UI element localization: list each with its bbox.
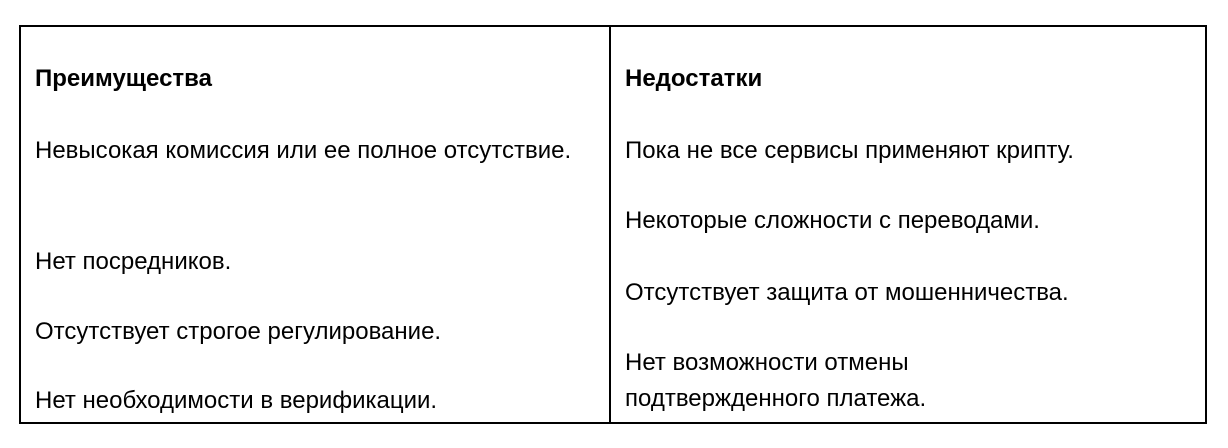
advantages-column	[21, 27, 611, 422]
advantage-item: Отсутствует строгое регулирование.	[35, 318, 442, 345]
disadvantage-item: Нет возможности отмены подтвержденного платежа.	[625, 349, 927, 412]
disadvantages-column	[611, 27, 1205, 422]
advantage-item: Невысокая комиссия или ее полное отсутствие.	[35, 137, 572, 164]
advantage-item: Нет посредников.	[35, 248, 232, 275]
disadvantages-header: Недостатки	[625, 65, 763, 92]
disadvantage-item: Отсутствует защита от мошенничества.	[625, 279, 1069, 306]
pros-cons-table	[19, 25, 1207, 424]
disadvantage-item: Некоторые сложности с переводами.	[625, 207, 1040, 234]
advantage-item: Нет необходимости в верификации.	[35, 387, 438, 414]
disadvantage-item: Пока не все сервисы применяют крипту.	[625, 137, 1074, 164]
advantages-header: Преимущества	[35, 65, 212, 92]
